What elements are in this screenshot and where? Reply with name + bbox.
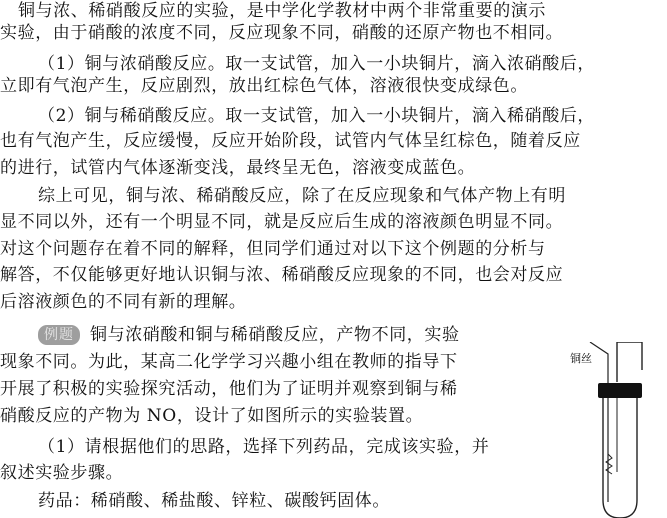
text-line: 现象不同。为此，某高二化学学习兴趣小组在教师的指导下 [0, 352, 458, 372]
text-line: 后溶液颜色的不同有新的理解。 [0, 292, 247, 312]
question-text: （1）请根据他们的思路，选择下列药品，完成该实验，并 [38, 437, 490, 457]
text-line: 综上可见，铜与浓、稀硝酸反应，除了在反应现象和气体产物上有明 [38, 186, 566, 206]
text-line: 对这个问题存在着不同的解释，但同学们通过对以下这个例题的分析与 [0, 239, 546, 259]
text-line: 解答，不仅能够更好地认识铜与浓、稀硝酸反应现象的不同，也会对反应 [0, 265, 564, 285]
copper-wire [590, 342, 608, 502]
delivery-tube [617, 342, 642, 382]
text-line: 开展了积极的实验探究活动，他们为了证明并观察到铜与稀 [0, 379, 458, 399]
text-line: 硝酸反应的产物为 NO，设计了如图所示的实验装置。 [0, 406, 424, 426]
text-line: （1）铜与浓硝酸反应。取一支试管，加入一小块铜片，滴入浓硝酸后， [38, 54, 596, 74]
text-line: 也有气泡产生，反应缓慢，反应开始阶段，试管内气体呈红棕色，随着反应 [0, 131, 581, 151]
text-line: （2）铜与稀硝酸反应。取一支试管，加入一小块铜片，滴入稀硝酸后， [38, 106, 596, 126]
copper-coil [606, 454, 612, 474]
question-text: 叙述实验步骤。 [0, 463, 124, 483]
text-line: 铜与浓、稀硝酸反应的实验，是中学化学教材中两个非常重要的演示 [18, 1, 546, 21]
example-badge: 例题 [38, 325, 80, 345]
reagents-text: 药品：稀硝酸、稀盐酸、锌粒、碳酸钙固体。 [38, 491, 390, 511]
example-text: 铜与浓硝酸和铜与稀硝酸反应，产物不同，实验 [90, 325, 460, 345]
text-line: 立即有气泡产生，反应剧烈，放出红棕色气体，溶液很快变成绿色。 [0, 76, 528, 96]
text-line: 实验，由于硝酸的浓度不同，反应现象不同，硝酸的还原产物也不相同。 [0, 23, 564, 43]
apparatus-figure [565, 342, 661, 518]
text-line: 的进行，试管内气体逐渐变浅，最终呈无色，溶液变成蓝色。 [0, 158, 476, 178]
example-first-line [38, 324, 460, 346]
rubber-stopper [598, 383, 642, 398]
copper-wire-label: 铜丝 [570, 352, 592, 365]
text-line: 显不同以外，还有一个明显不同，就是反应后生成的溶液颜色明显不同。 [0, 212, 564, 232]
